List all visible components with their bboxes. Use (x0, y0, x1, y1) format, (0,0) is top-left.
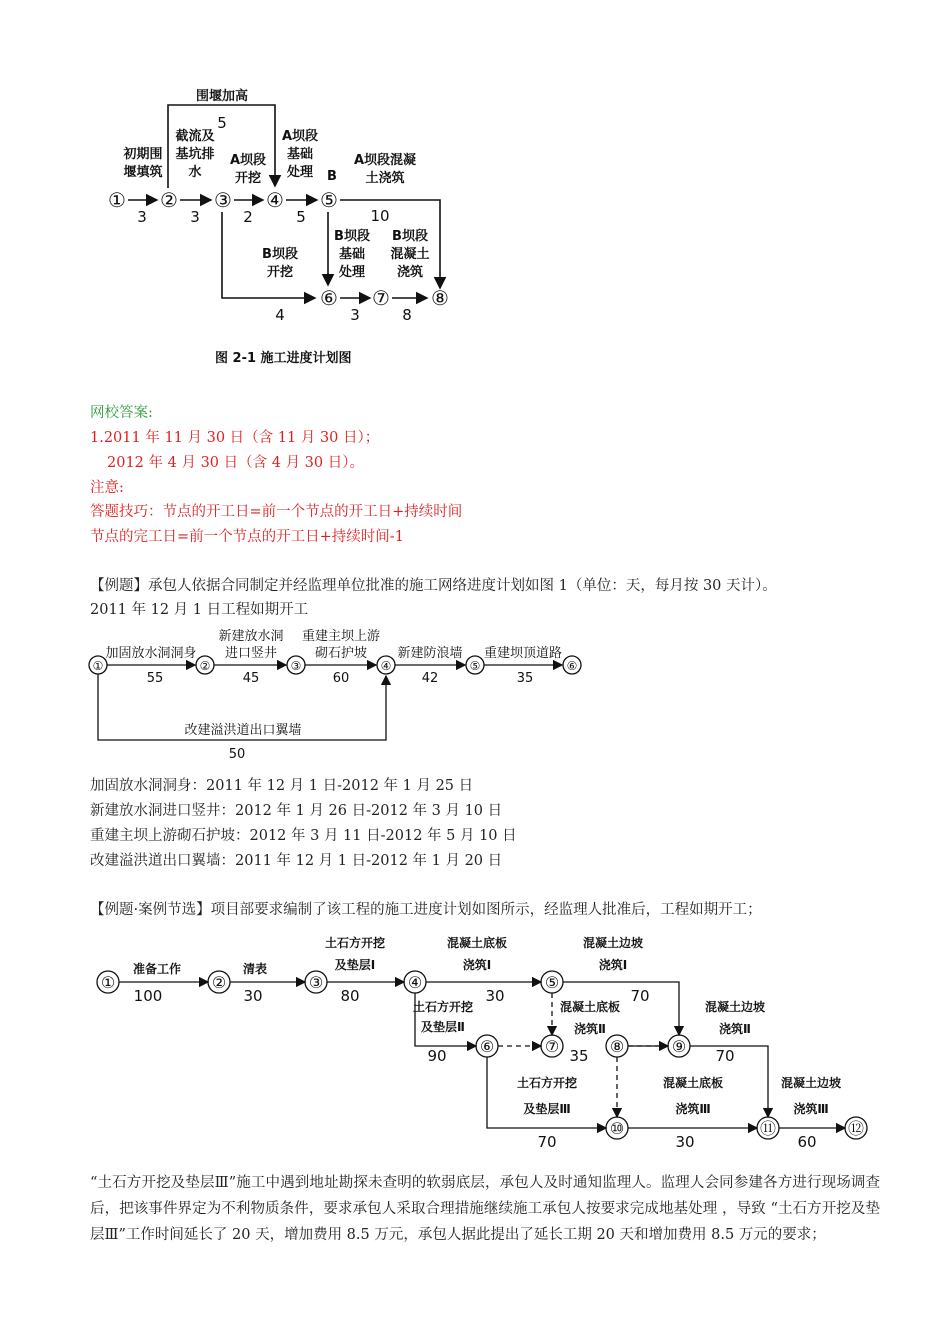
ex1-task-3-name: 重建主坝上游 (301, 629, 381, 644)
fig1-task-45-name: 处理 (286, 165, 314, 180)
example1-network-diagram (85, 620, 595, 765)
ex1-task-3-name: 砌石护坡 (314, 646, 368, 661)
fig1-task-58-name: 土浇筑 (365, 171, 405, 186)
ex1-date-3: 重建主坝上游砌石护坡：2012 年 3 月 11 日-2012 年 5 月 10 日 (90, 828, 517, 844)
fig1-task-78-name: B坝段 (392, 229, 428, 244)
ex2-task-34-name: 土石方开挖 (324, 936, 386, 950)
ex2-node-1: ① (100, 973, 116, 992)
fig1-task-24-name: 围堰加高 (195, 89, 249, 104)
fig1-task-36-duration: 4 (275, 306, 285, 324)
ex2-task-23-name: 清表 (242, 962, 268, 976)
figure-2-1-network-diagram (95, 80, 475, 380)
fig1-task-45-name: A坝段 (281, 129, 319, 144)
ex1-date-2: 新建放水洞进口竖井：2012 年 1 月 26 日-2012 年 3 月 10 日 (90, 803, 503, 819)
fig1-task-78-name: 混凝土 (390, 247, 430, 262)
example1-text-2: 2011 年 12 月 1 日工程如期开工 (90, 602, 309, 618)
fig1-node-6: ⑥ (320, 286, 338, 310)
ex1-task-2-name: 新建放水洞 (218, 629, 284, 644)
fig1-task-12-name: 堰填筑 (123, 165, 163, 180)
ex2-task-59-name: 混凝土边坡 (582, 936, 644, 950)
ex2-task-45-name: 混凝土底板 (446, 936, 508, 950)
ex2-task-1011-duration: 30 (675, 1133, 695, 1151)
ex2-node-7: ⑦ (544, 1037, 560, 1056)
ex2-task-34-duration: 80 (340, 987, 360, 1005)
answer-line-2: 2012 年 4 月 30 日（含 4 月 30 日）。 (107, 455, 364, 471)
ex1-task-4-duration: 42 (421, 671, 439, 686)
fig1-task-12-name: 初期围 (123, 147, 163, 162)
ex2-node-10: ⑩ (609, 1119, 625, 1138)
fig1-task-67-name: 基础 (338, 247, 366, 262)
ex1-task-5-duration: 35 (516, 671, 534, 686)
fig1-task-12-duration: 3 (137, 208, 147, 226)
fig1-b-label: B (327, 169, 337, 184)
fig1-caption: 图 2-1 施工进度计划图 (215, 351, 352, 366)
fig1-task-78-name: 浇筑 (396, 265, 424, 280)
answer-label: 网校答案: (90, 405, 153, 421)
fig1-task-34-duration: 2 (243, 208, 253, 226)
ex2-task-1112-name: 浇筑Ⅲ (793, 1102, 829, 1116)
ex1-date-4: 改建溢洪道出口翼墙：2011 年 12 月 1 日-2012 年 1 月 20 日 (90, 853, 503, 869)
ex2-task-911-name: 混凝土边坡 (704, 1000, 766, 1014)
ex2-node-4: ④ (407, 973, 423, 992)
fig1-task-24-duration: 5 (217, 114, 227, 132)
ex1-bottom-task-name: 改建溢洪道出口翼墙 (184, 723, 302, 738)
ex1-node-6: ⑥ (566, 659, 578, 673)
fig1-task-67-duration: 3 (350, 306, 360, 324)
fig1-node-4: ④ (266, 188, 284, 212)
ex2-node-12: ⑫ (847, 1119, 865, 1138)
fig1-task-58-duration: 10 (370, 207, 390, 225)
ex2-node-2: ② (211, 973, 227, 992)
fig1-task-36-name: 开挖 (266, 265, 294, 280)
ex1-task-5-name: 重建坝顶道路 (483, 646, 563, 661)
ex2-task-1112-name: 混凝土边坡 (780, 1076, 842, 1090)
example2-text: 【例题·案例节选】项目部要求编制了该工程的施工进度计划如图所示，经监理人批准后，工程如期开工； (90, 902, 762, 918)
ex1-task-3-duration: 60 (332, 671, 350, 686)
ex2-node-3: ③ (308, 973, 324, 992)
fig1-task-45-name: 基础 (286, 147, 314, 162)
ex2-node-9: ⑨ (671, 1037, 687, 1056)
fig1-node-8: ⑧ (431, 286, 449, 310)
example2-paragraph: “土石方开挖及垫层Ⅲ”施工中遇到地址勘探未查明的软弱底层，承包人及时通知监理人。监理人会同参建各方进行现场调查后，把该事件界定为不利物质条件，要求承包人采取合理措施继续施工承包人按要求完成地基处理 ，导致 “土石方开挖及垫层Ⅲ”工作时间延长了 20 天，增加费用 8.5 万元，承包人据此提出了延长工期 20 天和增加费用 8.5 万元的要求； (90, 1175, 880, 1243)
ex1-node-4: ④ (380, 659, 392, 673)
ex2-task-46-duration: 90 (427, 1047, 447, 1065)
fig1-task-34-name: 开挖 (234, 171, 262, 186)
fig1-node-1: ① (108, 188, 126, 212)
fig1-node-7: ⑦ (372, 286, 390, 310)
fig1-node-3: ③ (214, 188, 232, 212)
ex2-task-1011-name: 浇筑Ⅲ (675, 1102, 711, 1116)
ex2-task-610-name: 及垫层Ⅲ (523, 1102, 571, 1116)
fig1-node-2: ② (160, 188, 178, 212)
ex1-date-1: 加固放水洞洞身：2011 年 12 月 1 日-2012 年 1 月 25 日 (90, 778, 474, 794)
ex2-node-6: ⑥ (479, 1037, 495, 1056)
ex2-task-59-name: 浇筑Ⅰ (598, 958, 628, 972)
ex2-task-12-duration: 100 (133, 987, 163, 1005)
answer-tip-1: 答题技巧：节点的开工日=前一个节点的开工日+持续时间 (90, 504, 463, 520)
fig1-node-5: ⑤ (320, 188, 338, 212)
fig1-task-36-name: B坝段 (262, 247, 298, 262)
ex2-task-23-duration: 30 (243, 987, 263, 1005)
ex1-bottom-task-duration: 50 (228, 747, 246, 762)
ex2-task-59-duration: 70 (630, 987, 650, 1005)
ex2-task-1011-name: 混凝土底板 (662, 1076, 724, 1090)
ex1-task-1-duration: 55 (146, 671, 164, 686)
ex2-task-46-name: 土石方开挖 (412, 1000, 474, 1014)
answer-tip-2: 节点的完工日=前一个节点的开工日+持续时间-1 (90, 529, 404, 545)
ex1-node-2: ② (199, 659, 211, 673)
fig1-task-58-name: A坝段混凝 (353, 153, 417, 168)
ex2-task-45-name: 浇筑Ⅰ (462, 958, 492, 972)
ex1-node-3: ③ (290, 659, 302, 673)
ex2-task-911-duration: 70 (715, 1047, 735, 1065)
ex2-task-45-duration: 30 (485, 987, 505, 1005)
ex2-task-610-duration: 70 (537, 1133, 557, 1151)
fig1-task-23-name: 截流及 (175, 129, 215, 144)
fig1-task-34-name: A坝段 (229, 153, 267, 168)
ex1-task-2-duration: 45 (242, 671, 260, 686)
ex1-task-2-name: 进口竖井 (224, 646, 278, 661)
fig1-task-45-duration: 5 (296, 208, 306, 226)
ex2-task-78-name: 混凝土底板 (559, 1000, 621, 1014)
ex2-task-911-name: 浇筑Ⅱ (719, 1022, 751, 1036)
ex2-task-1112-duration: 60 (797, 1133, 817, 1151)
ex2-task-46-name: 及垫层Ⅱ (421, 1020, 465, 1034)
example2-network-diagram (95, 925, 875, 1155)
fig1-task-23-name: 水 (188, 165, 202, 180)
ex2-task-78-duration: 35 (569, 1047, 589, 1065)
ex1-task-4-name: 新建防浪墙 (397, 646, 463, 661)
ex2-node-11: ⑪ (759, 1119, 777, 1138)
fig1-task-78-duration: 8 (402, 306, 412, 324)
fig1-task-23-duration: 3 (190, 208, 200, 226)
ex1-node-1: ① (92, 659, 104, 673)
answer-line-1: 1.2011 年 11 月 30 日（含 11 月 30 日）； (90, 430, 380, 446)
ex2-node-8: ⑧ (609, 1037, 625, 1056)
answer-note: 注意: (90, 480, 124, 496)
fig1-task-67-name: 处理 (338, 265, 366, 280)
ex2-task-34-name: 及垫层Ⅰ (334, 958, 376, 972)
fig1-task-23-name: 基坑排 (175, 147, 215, 162)
ex2-task-12-name: 准备工作 (132, 962, 182, 976)
ex1-node-5: ⑤ (469, 659, 481, 673)
ex1-task-1-name: 加固放水洞洞身 (105, 646, 197, 661)
ex2-node-5: ⑤ (544, 973, 560, 992)
fig1-task-67-name: B坝段 (334, 229, 370, 244)
ex2-task-78-name: 浇筑Ⅱ (574, 1022, 606, 1036)
example1-text-1: 【例题】承包人依据合同制定并经监理单位批准的施工网络进度计划如图 1（单位：天，每月按 30 天计）。 (90, 578, 777, 594)
ex2-task-610-name: 土石方开挖 (516, 1076, 578, 1090)
